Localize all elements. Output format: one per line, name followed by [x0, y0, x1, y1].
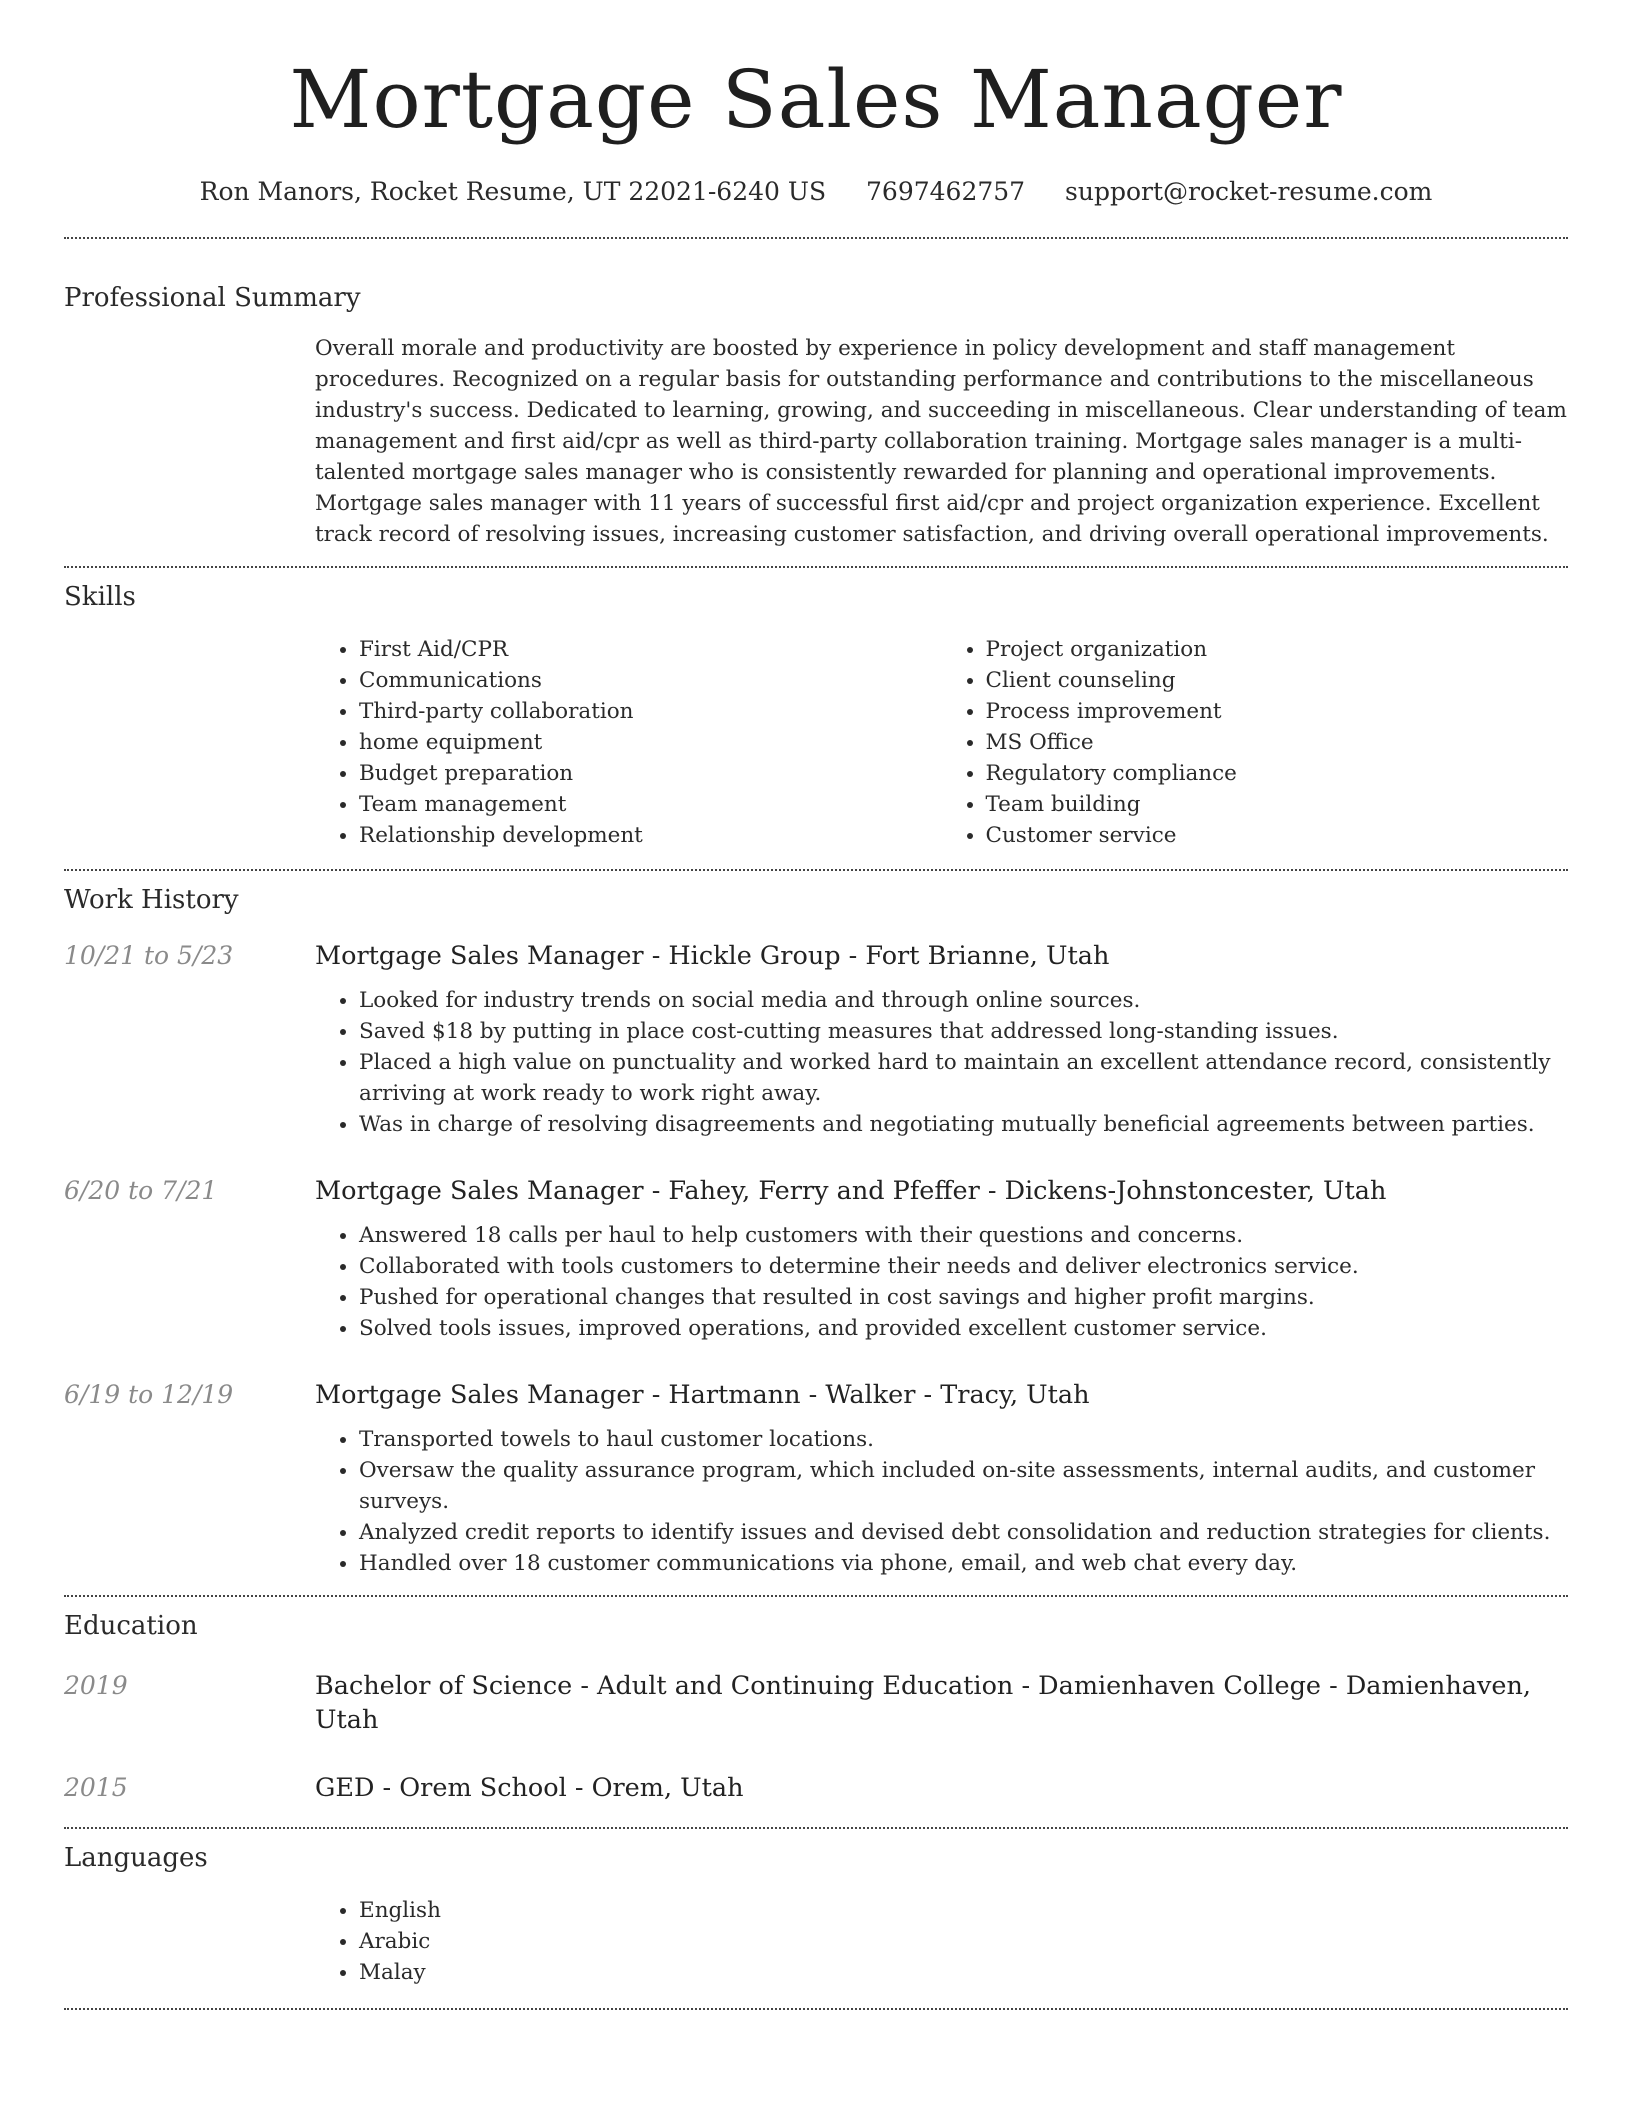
skill-item: • Relationship development: [359, 820, 942, 851]
skills-list: [315, 634, 1568, 851]
skill-item: • home equipment: [359, 727, 942, 758]
education-entry: [64, 1669, 1568, 1737]
job-dates: 6/20 to 7/21: [64, 1176, 218, 1205]
job-entry: [64, 1378, 1568, 1579]
job-dates: 10/21 to 5/23: [64, 941, 234, 970]
job-header: [64, 939, 1568, 973]
summary-section: [64, 239, 1568, 550]
skill-item: • Team building: [986, 789, 1569, 820]
contact-phone: 7697462757: [866, 177, 1026, 206]
skill-item: • Process improvement: [986, 696, 1569, 727]
job-bullets: [315, 1424, 1568, 1579]
job-dates: 6/19 to 12/19: [64, 1380, 234, 1409]
education-year: 2019: [64, 1671, 128, 1700]
languages-bullets: [315, 1895, 1568, 1988]
job-header: [64, 1378, 1568, 1412]
skill-item: • MS Office: [986, 727, 1569, 758]
contact-line: [64, 176, 1568, 208]
job-bullets: [315, 1220, 1568, 1344]
language-item: • English: [359, 1895, 1568, 1926]
languages-list: [315, 1895, 1568, 1988]
work-section: [64, 871, 1568, 1579]
work-title: Work History: [64, 885, 239, 915]
job-header: [64, 1174, 1568, 1208]
skill-item: • Customer service: [986, 820, 1569, 851]
skills-section: [64, 568, 1568, 851]
skill-item: • Project organization: [986, 634, 1569, 665]
skill-item: • First Aid/CPR: [359, 634, 942, 665]
job-bullet: • Transported towels to haul customer locations.: [359, 1424, 1568, 1455]
skill-item: • Third-party collaboration: [359, 696, 942, 727]
skills-title: Skills: [64, 582, 136, 612]
job-bullet: • Solved tools issues, improved operations, and provided excellent customer service.: [359, 1313, 1568, 1344]
education-title: Education: [64, 1611, 198, 1641]
job-bullet: • Collaborated with tools customers to determine their needs and deliver electronics service.: [359, 1251, 1568, 1282]
language-item: • Arabic: [359, 1926, 1568, 1957]
job-bullet: • Looked for industry trends on social media and through online sources.: [359, 985, 1568, 1016]
job-entry: [64, 1174, 1568, 1344]
job-bullet: • Analyzed credit reports to identify issues and devised debt consolidation and reduction strategies for clients.: [359, 1517, 1568, 1548]
job-title: Mortgage Sales Manager - Hartmann - Walker - Tracy, Utah: [315, 1380, 1090, 1410]
job-title: Mortgage Sales Manager - Fahey, Ferry and Pfeffer - Dickens-Johnstoncester, Utah: [315, 1176, 1387, 1206]
job-bullet: • Oversaw the quality assurance program, which included on-site assessments, internal audits, and customer surveys.: [359, 1455, 1568, 1517]
education-year: 2015: [64, 1773, 128, 1802]
skill-item: • Regulatory compliance: [986, 758, 1569, 789]
job-entry: [64, 939, 1568, 1140]
education-section: [64, 1597, 1568, 1805]
languages-section: [64, 1829, 1568, 1988]
education-entry: [64, 1771, 1568, 1805]
skills-column-right: [942, 634, 1569, 851]
job-bullet: • Saved $18 by putting in place cost-cutting measures that addressed long-standing issues.: [359, 1016, 1568, 1047]
job-bullets: [315, 985, 1568, 1140]
resume-name: Mortgage Sales Manager: [289, 53, 1343, 146]
languages-title: Languages: [64, 1843, 208, 1873]
resume-header: [64, 0, 1568, 208]
skill-item: • Communications: [359, 665, 942, 696]
skill-item: • Team management: [359, 789, 942, 820]
job-bullet: • Handled over 18 customer communications via phone, email, and web chat every day.: [359, 1548, 1568, 1579]
education-text: GED - Orem School - Orem, Utah: [315, 1773, 744, 1803]
skill-item: • Budget preparation: [359, 758, 942, 789]
job-bullet: • Placed a high value on punctuality and worked hard to maintain an excellent attendance record, consistently arriving at work ready to work right away.: [359, 1047, 1568, 1109]
skills-column-left: [315, 634, 942, 851]
job-title: Mortgage Sales Manager - Hickle Group - Fort Brianne, Utah: [315, 941, 1110, 971]
summary-text: Overall morale and productivity are boosted by experience in policy development and staff management procedures. Recognized on a regular basis for outstanding performance and contributions to the miscellaneous industry's success. Dedicated to learning, growing, and succeeding in miscellaneous. Clear understanding of team management and first aid/cpr as well as third-party collaboration training. Mortgage sales manager is a multi-talented mortgage sales manager who is consistently rewarded for planning and operational improvements. Mortgage sales manager with 11 years of successful first aid/cpr and project organization experience. Excellent track record of resolving issues, increasing customer satisfaction, and driving overall operational improvements.: [315, 336, 1567, 547]
divider: [64, 2008, 1568, 2010]
job-bullet: • Was in charge of resolving disagreements and negotiating mutually beneficial agreements between parties.: [359, 1109, 1568, 1140]
skill-item: • Client counseling: [986, 665, 1569, 696]
job-bullet: • Pushed for operational changes that resulted in cost savings and higher profit margins.: [359, 1282, 1568, 1313]
language-item: • Malay: [359, 1957, 1568, 1988]
contact-address: Ron Manors, Rocket Resume, UT 22021-6240 US: [199, 177, 827, 206]
education-text: Bachelor of Science - Adult and Continuing Education - Damienhaven College - Damienhaven, Utah: [315, 1671, 1531, 1735]
job-bullet: • Answered 18 calls per haul to help customers with their questions and concerns.: [359, 1220, 1568, 1251]
summary-title: Professional Summary: [64, 283, 361, 313]
contact-email: support@rocket-resume.com: [1065, 177, 1433, 206]
